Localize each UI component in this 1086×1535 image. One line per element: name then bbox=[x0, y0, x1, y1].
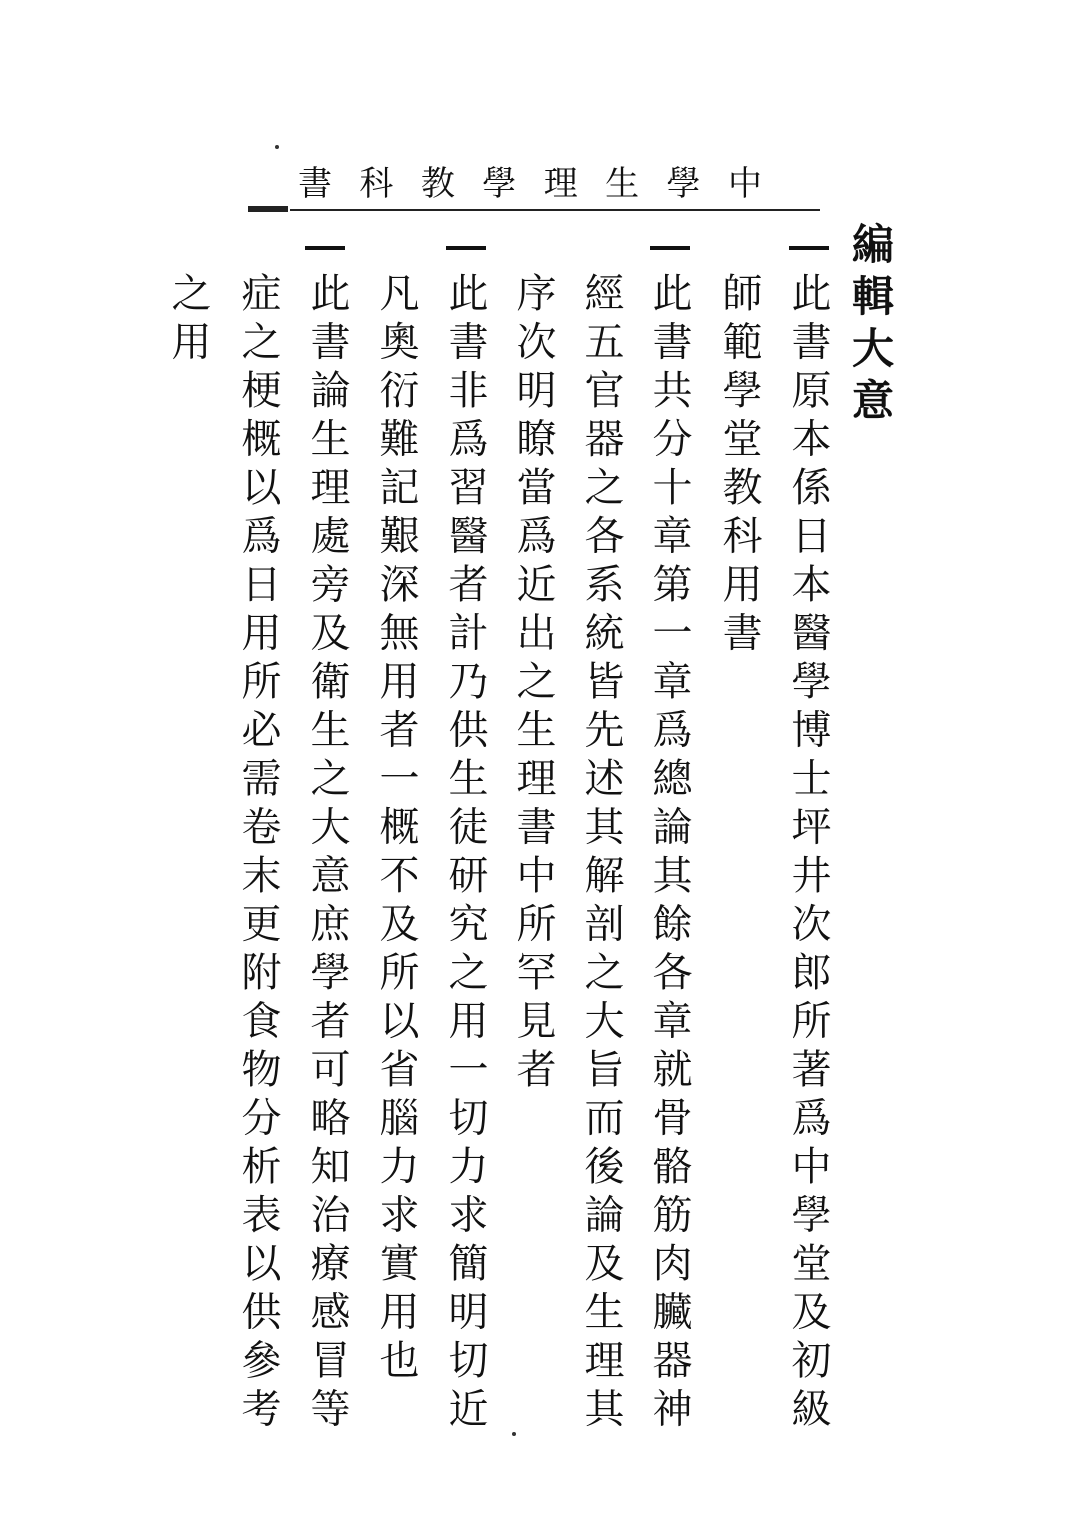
header-char: 學 bbox=[666, 163, 701, 204]
header-char: 學 bbox=[482, 163, 517, 204]
text-column-10: 之用 bbox=[165, 272, 211, 369]
header-char: 理 bbox=[543, 163, 578, 204]
paragraph-bullet bbox=[446, 246, 486, 250]
header-char: 教 bbox=[420, 163, 455, 204]
text-column-3: 此書共分十章第一章爲總論其餘各章就骨骼筋肉臟器神 bbox=[646, 272, 692, 1436]
text-column-1: 此書原本係日本醫學博士坪井次郎所著爲中學堂及初級 bbox=[785, 272, 831, 1436]
text-column-7: 凡奧衍難記艱深無用者一概不及所以省腦力求實用也 bbox=[373, 272, 419, 1388]
header-char: 書 bbox=[298, 163, 332, 204]
text-column-5: 序次明瞭當爲近出之生理書中所罕見者 bbox=[510, 272, 556, 1097]
print-speck bbox=[275, 145, 279, 149]
text-column-8: 此書論生理處旁及衛生之大意庶學者可略知治療感冒等 bbox=[304, 272, 350, 1436]
text-column-4: 經五官器之各系統皆先述其解剖之大旨而後論及生理其 bbox=[578, 272, 624, 1436]
header-char: 科 bbox=[359, 163, 394, 204]
running-header bbox=[295, 150, 765, 210]
print-speck bbox=[512, 1432, 516, 1436]
header-char: 生 bbox=[605, 163, 640, 204]
header-rule bbox=[290, 209, 820, 211]
text-column-2: 師範學堂教科用書 bbox=[716, 272, 762, 660]
paragraph-bullet bbox=[789, 246, 829, 250]
paragraph-bullet bbox=[305, 246, 345, 250]
section-title: 編輯大意 bbox=[846, 222, 895, 430]
paragraph-bullet bbox=[650, 246, 690, 250]
header-char: 中 bbox=[727, 163, 762, 204]
text-column-9: 症之梗概以爲日用所必需卷末更附食物分析表以供參考 bbox=[235, 272, 281, 1436]
header-rule-thick bbox=[248, 206, 288, 212]
text-column-6: 此書非爲習醫者計乃供生徒研究之用一切力求簡明切近 bbox=[442, 272, 488, 1436]
